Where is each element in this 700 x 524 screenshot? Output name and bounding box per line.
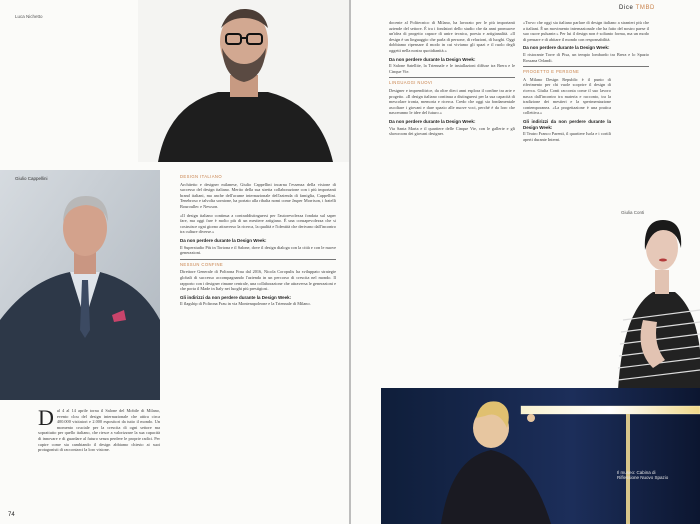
photo-man-glasses-art <box>138 0 349 162</box>
paragraph: Designer e imprenditrice, da oltre dieci anni esplora il confine tra arte e progetto. «Il design italiano continua a distinguersi per la sua capacità di mescolare ironia, memoria e ricerca. Credo che oggi sia fondamentale ascoltare i giovani e dare spazio alle nuove voci, perché è da loro che nasceranno le idee del futuro.» <box>389 87 515 116</box>
paragraph: «Trovo che oggi sia italiano parlare di design italiano a stranieri più che a italiani. È un movimento internazionale che ha fatto del nostro paese il suo cuore pulsante.» Per lui il design non è soltanto forma, ma un modo di pensare e di abitare il mondo con responsabilità. <box>523 20 649 42</box>
photo-installation <box>381 388 700 524</box>
photo-man-portrait-art <box>0 170 160 400</box>
drop-cap: D <box>38 408 54 430</box>
section-heading: Da non perdere durante la Design Week: <box>523 45 610 51</box>
divider <box>523 66 649 67</box>
paragraph: docente al Politecnico di Milano, ha lavorato per le più importanti aziende del settore. È tra i fondatori dello studio che da anni promuove un'idea di progetto capace di unire tecnica, poesia e artigianalità. «Il design è un linguaggio che parla di persone, di relazioni, di luoghi. Oggi dobbiamo ripensare il modo in cui viviamo gli spazi e il ruolo degli oggetti nella nostra quotidianità.» <box>389 20 515 53</box>
paragraph: Il flagship di Poltrona Frau in via Montenapoleone e la Triennale di Milano. <box>180 301 311 307</box>
text-column-right-a <box>389 20 515 385</box>
photo-installation-art <box>381 388 700 524</box>
paragraph: Il Salone Satellite, la Triennale e le installazioni diffuse tra Brera e le Cinque Vie. <box>389 63 515 74</box>
section-heading: Da non perdere durante la Design Week: <box>389 118 476 124</box>
section-title: LINGUAGGI NUOVI <box>389 80 433 86</box>
intro-text: al 4 al 14 aprile torna il Salone del Mobile di Milano, evento clou del design internazionale che attira circa 400.000 visitatori e 2.000 espositori da tutto il mondo. Un momento cruciale per la crescita di ogni settore ma soprattutto per quello italiano, che riesce a valorizzare la sua capacità di innovare e di guardare al futuro senza perdere le proprie radici. Per capire come sta cambiando il design abbiamo chiesto ai suoi protagonisti di raccontarci la loro visione. <box>38 408 160 453</box>
section-title: DESIGN ITALIANO <box>180 174 222 179</box>
paragraph: Via Santa Marta e il quartiere delle Cinque Vie, con le gallerie e gli showroom dei giovani designer. <box>389 125 515 137</box>
photo-caption-portrait: Giulio Cappellini <box>15 176 48 181</box>
section-heading: Da non perdere durante la Design Week: <box>180 237 267 243</box>
paragraph: «Il design italiano continua a contraddistinguersi per l'autorevolezza fondata sul saper fare, ma oggi fare è molto più di un mestiere artigiano. È una consapevolezza che si costruisce ogni giorno attraverso la ricerca, la qualità e l'identità che derivano dall'incontro tra culture diverse.» <box>180 212 336 235</box>
photo-woman-art <box>613 200 700 390</box>
photo-woman <box>613 200 700 390</box>
page-number: 74 <box>8 512 15 518</box>
paragraph: Il Teatro Franco Parenti, il quartiere Isola e i cortili aperti durante Interni. <box>523 131 611 142</box>
section-heading: Gli indirizzi da non perdere durante la Design Week: <box>180 294 292 300</box>
paragraph: Architetto e designer milanese, Giulio Cappellini incarna l'essenza della visione di successo del design italiano. Merito della sua stretta collaborazione con i più importanti brand italiani, ma anche dell'acume internazionale dell'azienda di famiglia, Cappellini. Tenebroso e talvolta sornione, ha portato alla ribalta nomi come Jasper Morrison, i fratelli Bouroullec e Newson. <box>180 181 336 209</box>
paragraph: Il Superstudio Più in Tortona e il Salone, dove il design dialoga con la città e con le nuove generazioni. <box>180 244 336 256</box>
divider <box>180 259 336 260</box>
photo-man-portrait <box>0 170 160 400</box>
section-heading: Gli indirizzi da non perdere durante la Design Week: <box>523 118 611 130</box>
right-page <box>351 0 700 524</box>
photo-caption-woman: Giulia Conti <box>621 210 645 215</box>
divider <box>389 77 515 78</box>
intro-column <box>38 408 160 508</box>
section-title: NESSUN CONFINE <box>180 261 224 267</box>
left-page <box>0 0 349 524</box>
photo-caption-installation: Il museo: Cabina di Riflessione Nuovo Spazio <box>617 470 669 480</box>
section-title: PROGETTO E PERSONE <box>523 69 580 75</box>
paragraph: A Milano Design Republic è il punto di riferimento per chi vuole scoprire il design di ricerca. Giulia Conti racconta come il suo lavoro nasca dall'incontro tra materia e racconto, tra la tradizione dei mestieri e la sperimentazione contemporanea. «La progettazione è una pratica collettiva.» <box>523 76 611 116</box>
masthead <box>619 5 655 11</box>
photo-caption-top: Luca Nichetto <box>15 14 43 19</box>
section-heading: Da non perdere durante la Design Week: <box>389 56 476 62</box>
text-column-left-b <box>180 172 336 520</box>
paragraph: Direttore Generale di Poltrona Frau dal 2016, Nicola Coropulis ha sviluppato strategie globali di successo accompagnando l'azienda in un percorso di crescita nel mondo. Il rapporto con i designer rimane centrale, una collaborazione che attraversa le generazioni e che porta il Made in Italy nei luoghi più prestigiosi. <box>180 269 336 292</box>
paragraph: Il ristorante Torre di Pisa, un tempio lombardo tra Brera e lo Spazio Rossana Orlandi. <box>523 51 649 63</box>
photo-man-glasses <box>138 0 349 162</box>
masthead-brand: TMBD <box>635 5 655 11</box>
masthead-prefix: Dice <box>619 5 634 11</box>
